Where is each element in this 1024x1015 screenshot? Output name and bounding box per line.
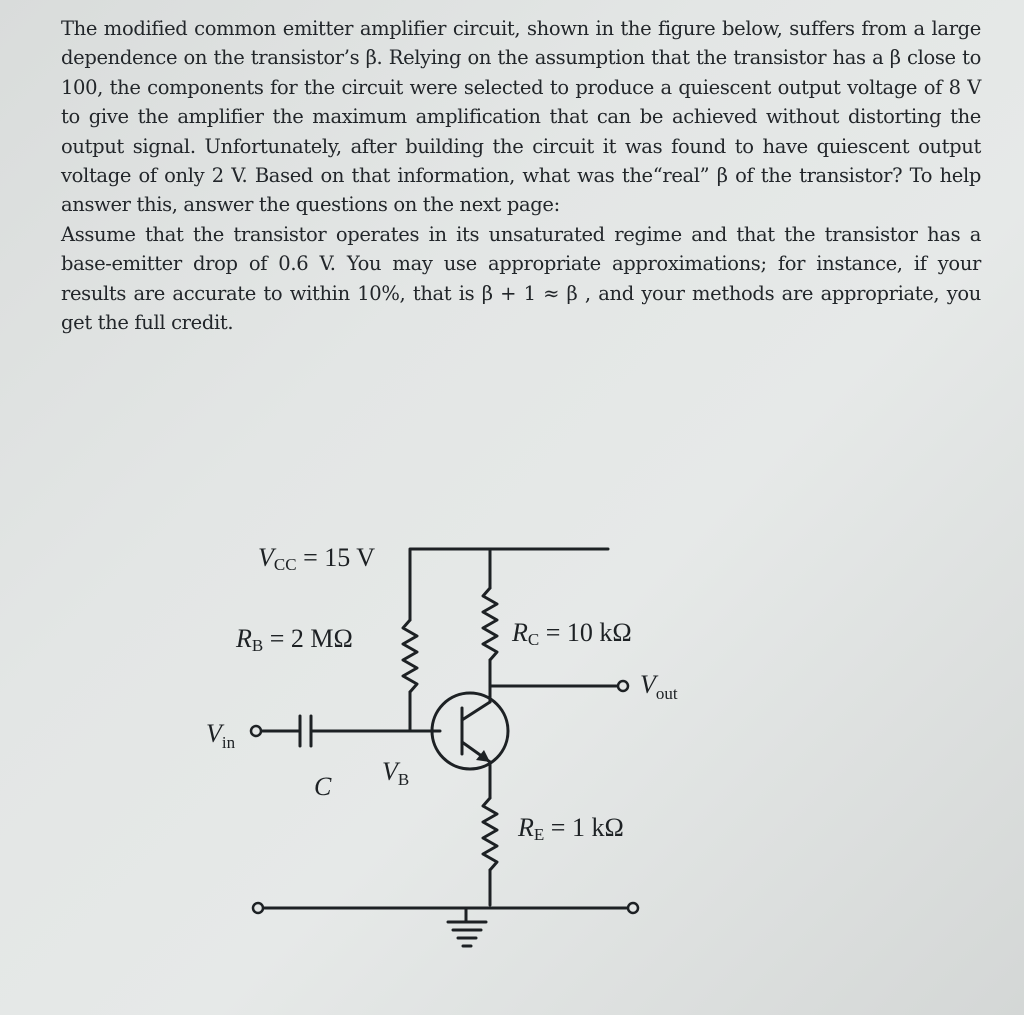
vcc-rail-wire (410, 549, 608, 575)
transistor-collector (462, 702, 490, 720)
vcc-label: VCC = 15 V (258, 543, 376, 574)
rb-resistor (403, 620, 417, 692)
re-resistor (483, 798, 497, 870)
vin-label: $V_{in}$ (206, 719, 236, 752)
ground-right-terminal (628, 903, 638, 913)
vout-label: $V_{out}$ (640, 670, 678, 703)
vout-terminal (618, 681, 628, 691)
rc-resistor (483, 588, 497, 660)
rb-label: RB = 2 MΩ (236, 624, 353, 655)
transistor-envelope (432, 693, 508, 769)
vin-terminal (251, 726, 261, 736)
capacitor-label: C (314, 772, 332, 801)
re-label: RE = 1 kΩ (518, 813, 624, 844)
problem-paragraph-2: Assume that the transistor operates in its unsaturated regime and that the transistor has a base-emitter drop of 0.6 V. You may use appropriate approximations; for instance, if your results are accurate to within 10%, that is β + 1 ≈ β , and your methods are appropriate, you get the full credit. (61, 222, 981, 335)
ground-left-terminal (253, 903, 263, 913)
rc-label: RC = 10 kΩ (512, 618, 632, 649)
ground-icon (448, 922, 486, 946)
problem-paragraph-1: The modified common emitter amplifier circuit, shown in the figure below, suffers from a large dependence on the transistor’s β. Relying on the assumption that the transistor has a β close to 100, the components for the circuit were selected to produce a quiescent output voltage of 8 V to give the amplifier the maximum amplification that can be achieved without distorting the output signal. Unfortunately, after building the circuit it was found to have quiescent output voltage of only 2 V. Based on that information, what was the“real” β of the transistor? To help answer this, answer the questions on the next page: (61, 17, 981, 217)
vb-label: VB (382, 757, 410, 789)
